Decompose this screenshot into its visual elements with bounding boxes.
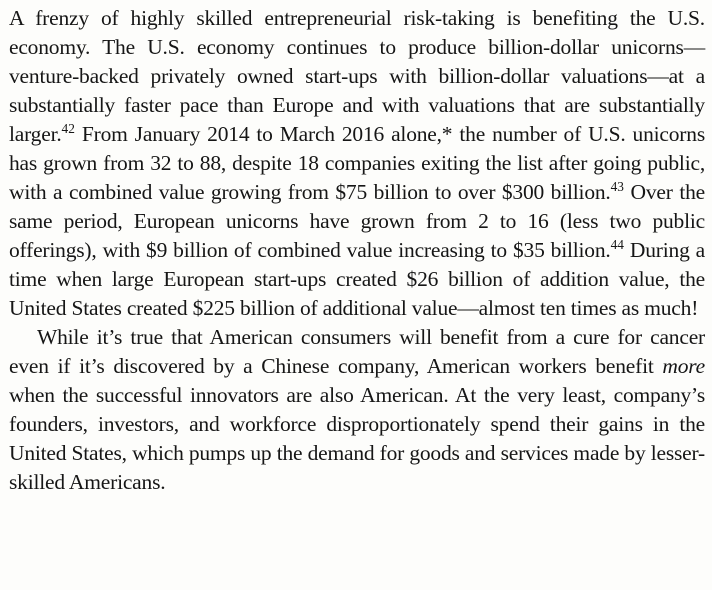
paragraph-1-text-d: During a time when large European start-ups created $26 billion of addition value, the United States created $225 billion of additional value—almost ten times as much! [9, 238, 705, 320]
paragraph-2-italic-more: more [662, 354, 705, 378]
paragraph-unicorns [9, 4, 705, 323]
paragraph-1-text-c: Over the same period, European unicorns have grown from 2 to 16 (less two public offerings), with $9 billion of combined value increasing to $35 billion. [9, 180, 705, 262]
paragraph-2-text-b: when the successful innovators are also American. At the very least, company’s founders, investors, and workforce disproportionately spend their gains in the United States, which pumps up the demand for goods and services made by lesser-skilled Americans. [9, 383, 705, 494]
paragraph-1-text-b: From January 2014 to March 2016 alone,* the number of U.S. unicorns has grown from 32 to 88, despite 18 companies exiting the list after going public, with a combined value growing from $75 billion to over $300 billion. [9, 122, 705, 204]
paragraph-1-text-a: A frenzy of highly skilled entrepreneurial risk-taking is benefiting the U.S. economy. The U.S. economy continues to produce billion-dollar unicorns—venture-backed privately owned start-ups with billion-dollar valuations—at a substantially faster pace than Europe and with valuations that are substantially larger. [9, 6, 705, 146]
footnote-ref-44: 44 [610, 236, 624, 252]
paragraph-2-text-a: While it’s true that American consumers will benefit from a cure for cancer even if it’s discovered by a Chinese company, American workers benefit [9, 325, 705, 378]
paragraph-american-workers [9, 323, 705, 497]
footnote-ref-42: 42 [61, 120, 75, 136]
footnote-ref-43: 43 [610, 178, 624, 194]
